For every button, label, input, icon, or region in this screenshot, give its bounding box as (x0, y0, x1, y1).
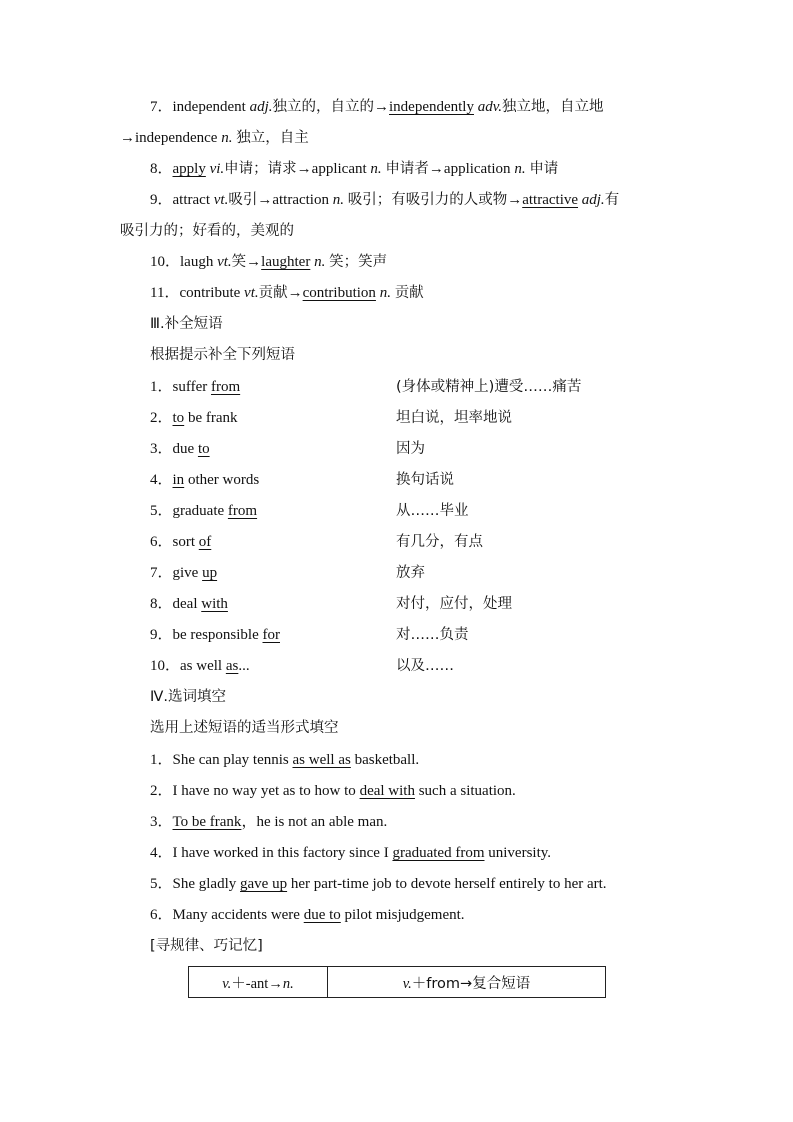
answer-blank: graduated from (392, 845, 485, 861)
answer-blank: apply (172, 161, 206, 177)
word-item-8: 8．apply vi.申请；请求→applicant n. 申请者→application n. 申请 (150, 161, 559, 177)
section-3-heading: Ⅲ.补全短语 (150, 316, 223, 332)
phrase-item: 1．suffer from (150, 379, 241, 395)
phrase-meaning: (身体或精神上)遭受……痛苦 (396, 379, 582, 395)
word-item-9: 9．attract vt.吸引→attraction n. 吸引；有吸引力的人或物→attractive adj.有 (150, 192, 620, 208)
phrase-item: 4．in other words (150, 472, 260, 488)
answer-blank: gave up (240, 876, 288, 892)
phrase-meaning: 因为 (396, 441, 425, 457)
answer-blank: from (210, 379, 241, 395)
phrase-meaning: 有几分，有点 (396, 534, 483, 550)
section-4-instruction: 选用上述短语的适当形式填空 (150, 720, 339, 736)
word-item-9-cont: 吸引力的；好看的，美观的 (120, 223, 294, 239)
sentence-item: 5．She gladly gave up her part-time job to devote herself entirely to her art. (150, 876, 607, 892)
answer-blank: as well as (292, 752, 351, 768)
answer-blank: with (201, 596, 228, 612)
sentence-item: 3．To be frank，he is not an able man. (150, 814, 388, 830)
phrase-item: 6．sort of (150, 534, 212, 550)
phrase-meaning: 换句话说 (396, 472, 454, 488)
phrase-meaning: 对……负责 (396, 627, 469, 643)
rule-cell-ant: v.＋-ant→n. (189, 967, 328, 998)
rules-table (188, 966, 606, 998)
answer-blank: contribution (302, 285, 376, 301)
answer-blank: attractive (522, 192, 579, 208)
rules-heading: [寻规律、巧记忆] (150, 938, 263, 954)
word-item-10: 10．laugh vt.笑→laughter n. 笑；笑声 (150, 254, 388, 270)
answer-blank: in (172, 472, 185, 488)
answer-blank: deal with (359, 783, 415, 799)
sentence-item: 1．She can play tennis as well as basketball. (150, 752, 420, 768)
section-3-instruction: 根据提示补全下列短语 (150, 347, 295, 363)
answer-blank: laughter (261, 254, 311, 270)
phrase-meaning: 坦白说，坦率地说 (396, 410, 512, 426)
phrase-meaning: 放弃 (396, 565, 425, 581)
answer-blank: up (202, 565, 218, 581)
word-item-7-cont: →independence n. 独立，自主 (120, 130, 309, 146)
phrase-item: 10．as well as... (150, 658, 250, 674)
answer-blank: of (198, 534, 212, 550)
answer-blank: from (227, 503, 258, 519)
phrase-item: 9．be responsible for (150, 627, 280, 643)
answer-blank: as (225, 658, 239, 674)
answer-blank: To be frank (172, 814, 242, 830)
phrase-meaning: 对付，应付，处理 (396, 596, 512, 612)
section-4-heading: Ⅳ.选词填空 (150, 689, 226, 705)
phrase-item: 8．deal with (150, 596, 228, 612)
sentence-item: 4．I have worked in this factory since I graduated from university. (150, 845, 552, 861)
phrase-item: 2．to be frank (150, 410, 238, 426)
sentence-item: 6．Many accidents were due to pilot misjudgement. (150, 907, 465, 923)
phrase-item: 7．give up (150, 565, 218, 581)
phrase-meaning: 从……毕业 (396, 503, 469, 519)
answer-blank: due to (303, 907, 341, 923)
answer-blank: to (172, 410, 185, 426)
word-item-7: 7．independent adj.独立的，自立的→independently adv.独立地，自立地 (150, 99, 604, 115)
answer-blank: to (197, 441, 210, 457)
answer-blank: for (262, 627, 280, 643)
phrase-item: 3．due to (150, 441, 210, 457)
phrase-item: 5．graduate from (150, 503, 258, 519)
word-item-11: 11．contribute vt.贡献→contribution n. 贡献 (150, 285, 424, 301)
phrase-meaning: 以及…… (396, 658, 454, 674)
answer-blank: independently (389, 99, 474, 115)
rule-cell-from: v.＋from→复合短语 (328, 967, 606, 998)
sentence-item: 2．I have no way yet as to how to deal with such a situation. (150, 783, 516, 799)
